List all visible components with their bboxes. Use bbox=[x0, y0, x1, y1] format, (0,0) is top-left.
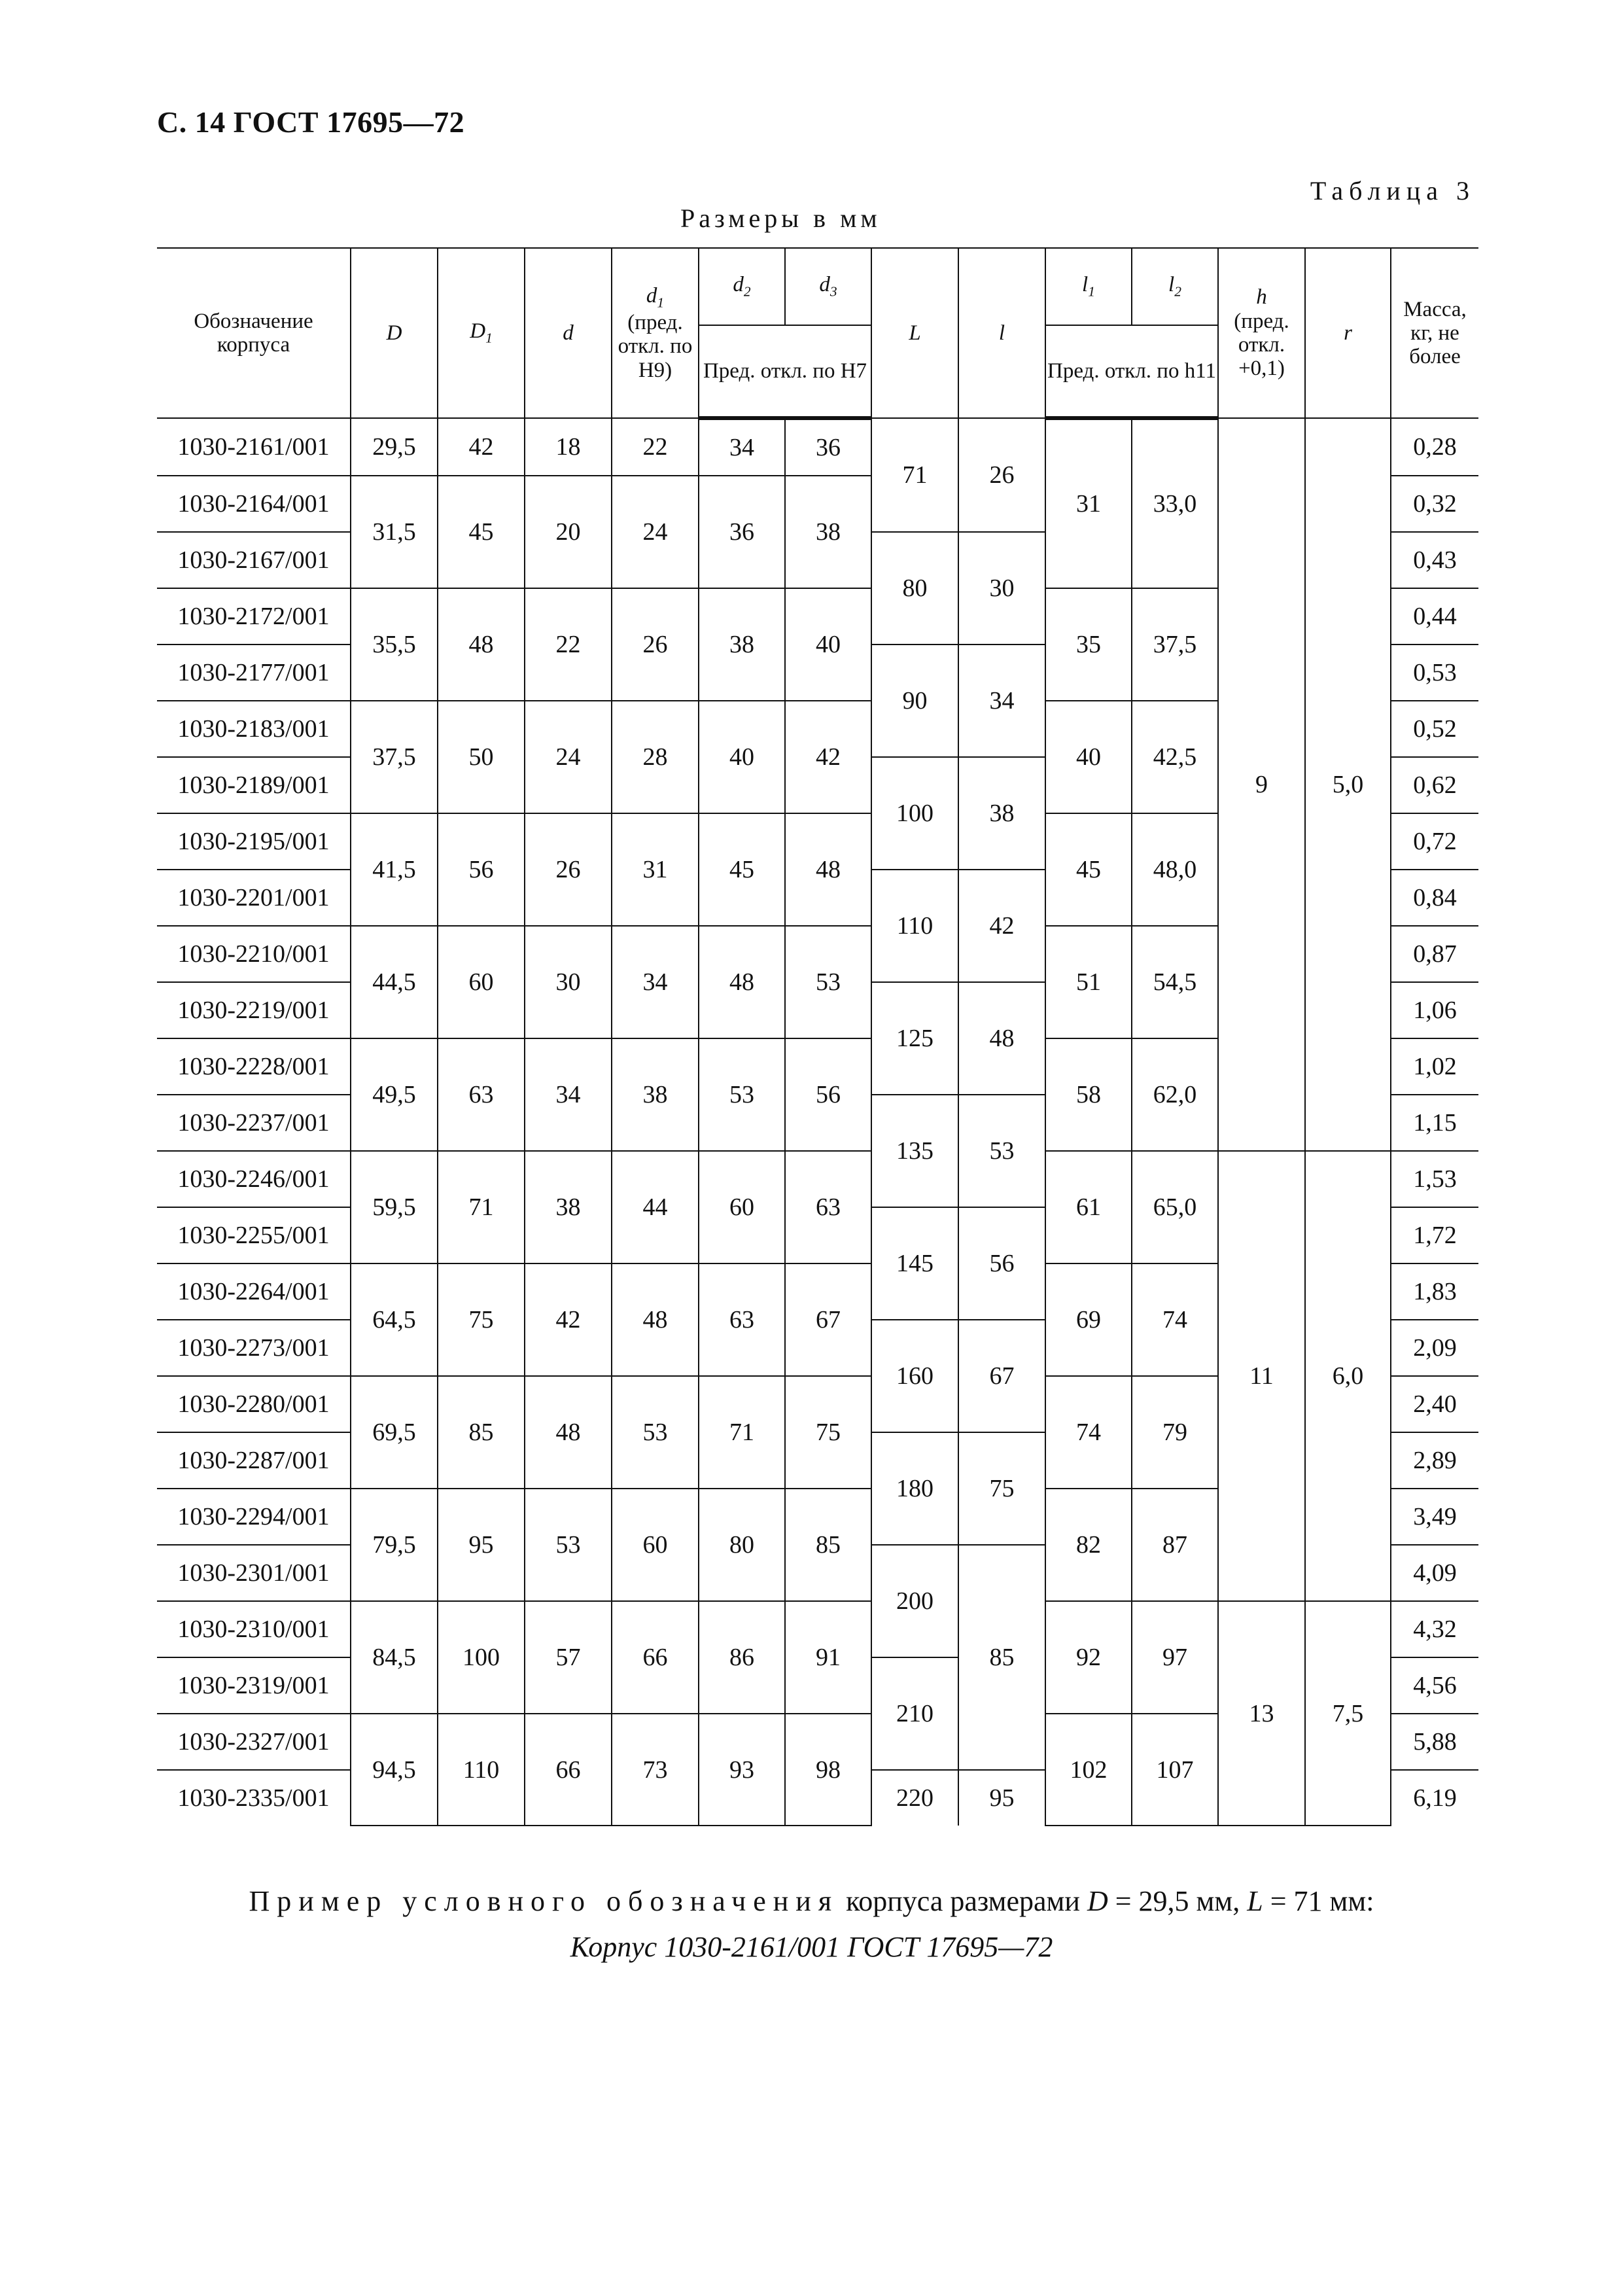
designation-cell: 1030-2164/001 bbox=[157, 476, 351, 532]
col-h-header: h (пред. откл. +0,1) bbox=[1218, 248, 1305, 418]
units-caption: Размеры в мм bbox=[680, 203, 881, 233]
D1-cell: 63 bbox=[438, 1038, 525, 1151]
l1-cell: 102 bbox=[1045, 1714, 1132, 1826]
D1-cell: 56 bbox=[438, 813, 525, 926]
d-cell: 42 bbox=[525, 1263, 612, 1376]
example-L-symbol: L bbox=[1247, 1885, 1263, 1917]
l1-cell: 82 bbox=[1045, 1489, 1132, 1601]
d2-cell: 40 bbox=[699, 701, 785, 813]
D-cell: 44,5 bbox=[351, 926, 438, 1038]
designation-cell: 1030-2237/001 bbox=[157, 1095, 351, 1151]
col-D-header: D bbox=[351, 248, 438, 418]
page-header: С. 14 ГОСТ 17695—72 bbox=[157, 105, 465, 139]
col-l-header: l bbox=[958, 248, 1045, 418]
l-cell: 53 bbox=[958, 1095, 1045, 1207]
l-cell: 48 bbox=[958, 982, 1045, 1095]
d-cell: 30 bbox=[525, 926, 612, 1038]
L-cell: 110 bbox=[871, 870, 958, 982]
d-cell: 22 bbox=[525, 588, 612, 701]
D-cell: 29,5 bbox=[351, 418, 438, 476]
mass-cell: 0,43 bbox=[1391, 532, 1478, 588]
l2-cell: 37,5 bbox=[1132, 588, 1218, 701]
D1-cell: 50 bbox=[438, 701, 525, 813]
col-d2-header: $d_2$ bbox=[699, 248, 785, 325]
d1-cell: 28 bbox=[612, 701, 699, 813]
designation-cell: 1030-2301/001 bbox=[157, 1545, 351, 1601]
d2-cell: 53 bbox=[699, 1038, 785, 1151]
designation-cell: 1030-2294/001 bbox=[157, 1489, 351, 1545]
d-cell: 53 bbox=[525, 1489, 612, 1601]
d3-cell: 63 bbox=[785, 1151, 871, 1263]
d2-cell: 71 bbox=[699, 1376, 785, 1489]
designation-cell: 1030-2255/001 bbox=[157, 1207, 351, 1263]
D1-cell: 100 bbox=[438, 1601, 525, 1714]
col-d1-header: $d_1$ (пред. откл. по H9) bbox=[612, 248, 699, 418]
col-designation-header: Обозначение корпуса bbox=[157, 248, 351, 418]
mass-cell: 1,15 bbox=[1391, 1095, 1478, 1151]
mass-cell: 0,87 bbox=[1391, 926, 1478, 982]
D-cell: 64,5 bbox=[351, 1263, 438, 1376]
D-cell: 79,5 bbox=[351, 1489, 438, 1601]
d-cell: 57 bbox=[525, 1601, 612, 1714]
D1-cell: 48 bbox=[438, 588, 525, 701]
col-r-header: r bbox=[1305, 248, 1391, 418]
d-cell: 38 bbox=[525, 1151, 612, 1263]
L-cell: 210 bbox=[871, 1657, 958, 1770]
l1-cell: 40 bbox=[1045, 701, 1132, 813]
L-cell: 80 bbox=[871, 532, 958, 645]
mass-cell: 1,06 bbox=[1391, 982, 1478, 1038]
designation-cell: 1030-2264/001 bbox=[157, 1263, 351, 1320]
l1-cell: 61 bbox=[1045, 1151, 1132, 1263]
d2-cell: 34 bbox=[699, 418, 785, 476]
l-cell: 95 bbox=[958, 1770, 1045, 1826]
mass-cell: 0,32 bbox=[1391, 476, 1478, 532]
D1-cell: 71 bbox=[438, 1151, 525, 1263]
l2-cell: 33,0 bbox=[1132, 418, 1218, 588]
l2-cell: 65,0 bbox=[1132, 1151, 1218, 1263]
l1-cell: 74 bbox=[1045, 1376, 1132, 1489]
d3-cell: 91 bbox=[785, 1601, 871, 1714]
l1-cell: 92 bbox=[1045, 1601, 1132, 1714]
designation-cell: 1030-2167/001 bbox=[157, 532, 351, 588]
l2-cell: 97 bbox=[1132, 1601, 1218, 1714]
L-cell: 145 bbox=[871, 1207, 958, 1320]
mass-cell: 1,02 bbox=[1391, 1038, 1478, 1095]
d3-cell: 42 bbox=[785, 701, 871, 813]
mass-cell: 2,09 bbox=[1391, 1320, 1478, 1376]
col-D1-header: $D_1$ bbox=[438, 248, 525, 418]
col-d23-tolerance-header: Пред. откл. по H7 bbox=[699, 325, 871, 418]
col-mass-header: Масса, кг, не более bbox=[1391, 248, 1478, 418]
designation-cell: 1030-2183/001 bbox=[157, 701, 351, 757]
r-cell: 7,5 bbox=[1305, 1601, 1391, 1826]
d2-cell: 93 bbox=[699, 1714, 785, 1826]
D1-cell: 42 bbox=[438, 418, 525, 476]
col-d3-header: $d_3$ bbox=[785, 248, 871, 325]
D-cell: 94,5 bbox=[351, 1714, 438, 1826]
L-cell: 125 bbox=[871, 982, 958, 1095]
mass-cell: 5,88 bbox=[1391, 1714, 1478, 1770]
l-cell: 67 bbox=[958, 1320, 1045, 1432]
designation-cell: 1030-2177/001 bbox=[157, 645, 351, 701]
example-code: Корпус 1030-2161/001 ГОСТ 17695—72 bbox=[570, 1931, 1053, 1963]
table-row bbox=[157, 1151, 1478, 1207]
l-cell: 26 bbox=[958, 418, 1045, 532]
D1-cell: 60 bbox=[438, 926, 525, 1038]
col-L-header: L bbox=[871, 248, 958, 418]
mass-cell: 4,56 bbox=[1391, 1657, 1478, 1714]
example-line bbox=[0, 1884, 1623, 1918]
designation-cell: 1030-2319/001 bbox=[157, 1657, 351, 1714]
designation-cell: 1030-2246/001 bbox=[157, 1151, 351, 1207]
l-cell: 85 bbox=[958, 1545, 1045, 1770]
d2-cell: 45 bbox=[699, 813, 785, 926]
d2-cell: 60 bbox=[699, 1151, 785, 1263]
mass-cell: 6,19 bbox=[1391, 1770, 1478, 1826]
L-cell: 71 bbox=[871, 418, 958, 532]
d3-cell: 75 bbox=[785, 1376, 871, 1489]
l2-cell: 48,0 bbox=[1132, 813, 1218, 926]
mass-cell: 2,89 bbox=[1391, 1432, 1478, 1489]
d3-cell: 53 bbox=[785, 926, 871, 1038]
mass-cell: 4,09 bbox=[1391, 1545, 1478, 1601]
r-cell: 5,0 bbox=[1305, 418, 1391, 1151]
dimensions-table bbox=[157, 247, 1478, 1826]
d1-cell: 60 bbox=[612, 1489, 699, 1601]
D1-cell: 95 bbox=[438, 1489, 525, 1601]
mass-cell: 0,72 bbox=[1391, 813, 1478, 870]
mass-cell: 0,44 bbox=[1391, 588, 1478, 645]
D1-cell: 75 bbox=[438, 1263, 525, 1376]
D1-cell: 85 bbox=[438, 1376, 525, 1489]
mass-cell: 2,40 bbox=[1391, 1376, 1478, 1432]
d2-cell: 80 bbox=[699, 1489, 785, 1601]
L-cell: 220 bbox=[871, 1770, 958, 1826]
designation-cell: 1030-2287/001 bbox=[157, 1432, 351, 1489]
L-cell: 100 bbox=[871, 757, 958, 870]
l-cell: 75 bbox=[958, 1432, 1045, 1545]
h-cell: 13 bbox=[1218, 1601, 1305, 1826]
r-cell: 6,0 bbox=[1305, 1151, 1391, 1601]
L-cell: 135 bbox=[871, 1095, 958, 1207]
example-D-value: = 29,5 мм, bbox=[1115, 1885, 1240, 1917]
mass-cell: 4,32 bbox=[1391, 1601, 1478, 1657]
d-cell: 66 bbox=[525, 1714, 612, 1826]
col-l1-header: $l_1$ bbox=[1045, 248, 1132, 325]
l1-cell: 31 bbox=[1045, 418, 1132, 588]
l-cell: 30 bbox=[958, 532, 1045, 645]
designation-cell: 1030-2210/001 bbox=[157, 926, 351, 982]
d1-cell: 53 bbox=[612, 1376, 699, 1489]
d3-cell: 85 bbox=[785, 1489, 871, 1601]
example-L-value: = 71 мм: bbox=[1270, 1885, 1374, 1917]
D-cell: 35,5 bbox=[351, 588, 438, 701]
D-cell: 59,5 bbox=[351, 1151, 438, 1263]
h-cell: 11 bbox=[1218, 1151, 1305, 1601]
col-l12-tolerance-header: Пред. откл. по h11 bbox=[1045, 325, 1218, 418]
d1-cell: 66 bbox=[612, 1601, 699, 1714]
d-cell: 18 bbox=[525, 418, 612, 476]
d-cell: 20 bbox=[525, 476, 612, 588]
mass-cell: 0,52 bbox=[1391, 701, 1478, 757]
example-D-symbol: D bbox=[1087, 1885, 1108, 1917]
designation-cell: 1030-2273/001 bbox=[157, 1320, 351, 1376]
L-cell: 180 bbox=[871, 1432, 958, 1545]
d-cell: 26 bbox=[525, 813, 612, 926]
d2-cell: 63 bbox=[699, 1263, 785, 1376]
col-d-header: d bbox=[525, 248, 612, 418]
d3-cell: 67 bbox=[785, 1263, 871, 1376]
example-text: корпуса размерами bbox=[846, 1885, 1080, 1917]
mass-cell: 0,28 bbox=[1391, 418, 1478, 476]
L-cell: 90 bbox=[871, 645, 958, 757]
d1-cell: 73 bbox=[612, 1714, 699, 1826]
l2-cell: 79 bbox=[1132, 1376, 1218, 1489]
table-row bbox=[157, 418, 1478, 476]
l1-cell: 51 bbox=[1045, 926, 1132, 1038]
d3-cell: 98 bbox=[785, 1714, 871, 1826]
d1-cell: 22 bbox=[612, 418, 699, 476]
d2-cell: 86 bbox=[699, 1601, 785, 1714]
l-cell: 56 bbox=[958, 1207, 1045, 1320]
l-cell: 38 bbox=[958, 757, 1045, 870]
designation-cell: 1030-2335/001 bbox=[157, 1770, 351, 1826]
d2-cell: 48 bbox=[699, 926, 785, 1038]
d1-cell: 48 bbox=[612, 1263, 699, 1376]
d1-cell: 38 bbox=[612, 1038, 699, 1151]
mass-cell: 1,53 bbox=[1391, 1151, 1478, 1207]
table-label: Таблица 3 bbox=[1310, 176, 1475, 205]
l-cell: 42 bbox=[958, 870, 1045, 982]
l-cell: 34 bbox=[958, 645, 1045, 757]
d1-cell: 44 bbox=[612, 1151, 699, 1263]
mass-cell: 0,53 bbox=[1391, 645, 1478, 701]
mass-cell: 1,83 bbox=[1391, 1263, 1478, 1320]
L-cell: 200 bbox=[871, 1545, 958, 1657]
designation-cell: 1030-2327/001 bbox=[157, 1714, 351, 1770]
l2-cell: 42,5 bbox=[1132, 701, 1218, 813]
l2-cell: 107 bbox=[1132, 1714, 1218, 1826]
d-cell: 24 bbox=[525, 701, 612, 813]
d3-cell: 56 bbox=[785, 1038, 871, 1151]
D-cell: 37,5 bbox=[351, 701, 438, 813]
d2-cell: 38 bbox=[699, 588, 785, 701]
designation-cell: 1030-2161/001 bbox=[157, 418, 351, 476]
designation-cell: 1030-2310/001 bbox=[157, 1601, 351, 1657]
designation-cell: 1030-2201/001 bbox=[157, 870, 351, 926]
D-cell: 69,5 bbox=[351, 1376, 438, 1489]
l2-cell: 87 bbox=[1132, 1489, 1218, 1601]
mass-cell: 0,62 bbox=[1391, 757, 1478, 813]
l1-cell: 58 bbox=[1045, 1038, 1132, 1151]
designation-cell: 1030-2219/001 bbox=[157, 982, 351, 1038]
l1-cell: 45 bbox=[1045, 813, 1132, 926]
mass-cell: 1,72 bbox=[1391, 1207, 1478, 1263]
l1-cell: 69 bbox=[1045, 1263, 1132, 1376]
table-body bbox=[157, 418, 1478, 1826]
d1-cell: 34 bbox=[612, 926, 699, 1038]
D-cell: 31,5 bbox=[351, 476, 438, 588]
designation-cell: 1030-2228/001 bbox=[157, 1038, 351, 1095]
designation-cell: 1030-2172/001 bbox=[157, 588, 351, 645]
d3-cell: 40 bbox=[785, 588, 871, 701]
D1-cell: 45 bbox=[438, 476, 525, 588]
d1-cell: 24 bbox=[612, 476, 699, 588]
d1-cell: 26 bbox=[612, 588, 699, 701]
example-lead: Пример условного обозначения bbox=[249, 1885, 839, 1917]
designation-cell: 1030-2280/001 bbox=[157, 1376, 351, 1432]
h-cell: 9 bbox=[1218, 418, 1305, 1151]
mass-cell: 0,84 bbox=[1391, 870, 1478, 926]
col-l2-header: $l_2$ bbox=[1132, 248, 1218, 325]
D-cell: 49,5 bbox=[351, 1038, 438, 1151]
d3-cell: 36 bbox=[785, 418, 871, 476]
d-cell: 34 bbox=[525, 1038, 612, 1151]
d1-cell: 31 bbox=[612, 813, 699, 926]
D-cell: 84,5 bbox=[351, 1601, 438, 1714]
d3-cell: 48 bbox=[785, 813, 871, 926]
d-cell: 48 bbox=[525, 1376, 612, 1489]
l2-cell: 62,0 bbox=[1132, 1038, 1218, 1151]
mass-cell: 3,49 bbox=[1391, 1489, 1478, 1545]
D1-cell: 110 bbox=[438, 1714, 525, 1826]
l2-cell: 54,5 bbox=[1132, 926, 1218, 1038]
L-cell: 160 bbox=[871, 1320, 958, 1432]
designation-cell: 1030-2189/001 bbox=[157, 757, 351, 813]
l1-cell: 35 bbox=[1045, 588, 1132, 701]
l2-cell: 74 bbox=[1132, 1263, 1218, 1376]
D-cell: 41,5 bbox=[351, 813, 438, 926]
d3-cell: 38 bbox=[785, 476, 871, 588]
table-row bbox=[157, 1601, 1478, 1657]
d2-cell: 36 bbox=[699, 476, 785, 588]
designation-cell: 1030-2195/001 bbox=[157, 813, 351, 870]
